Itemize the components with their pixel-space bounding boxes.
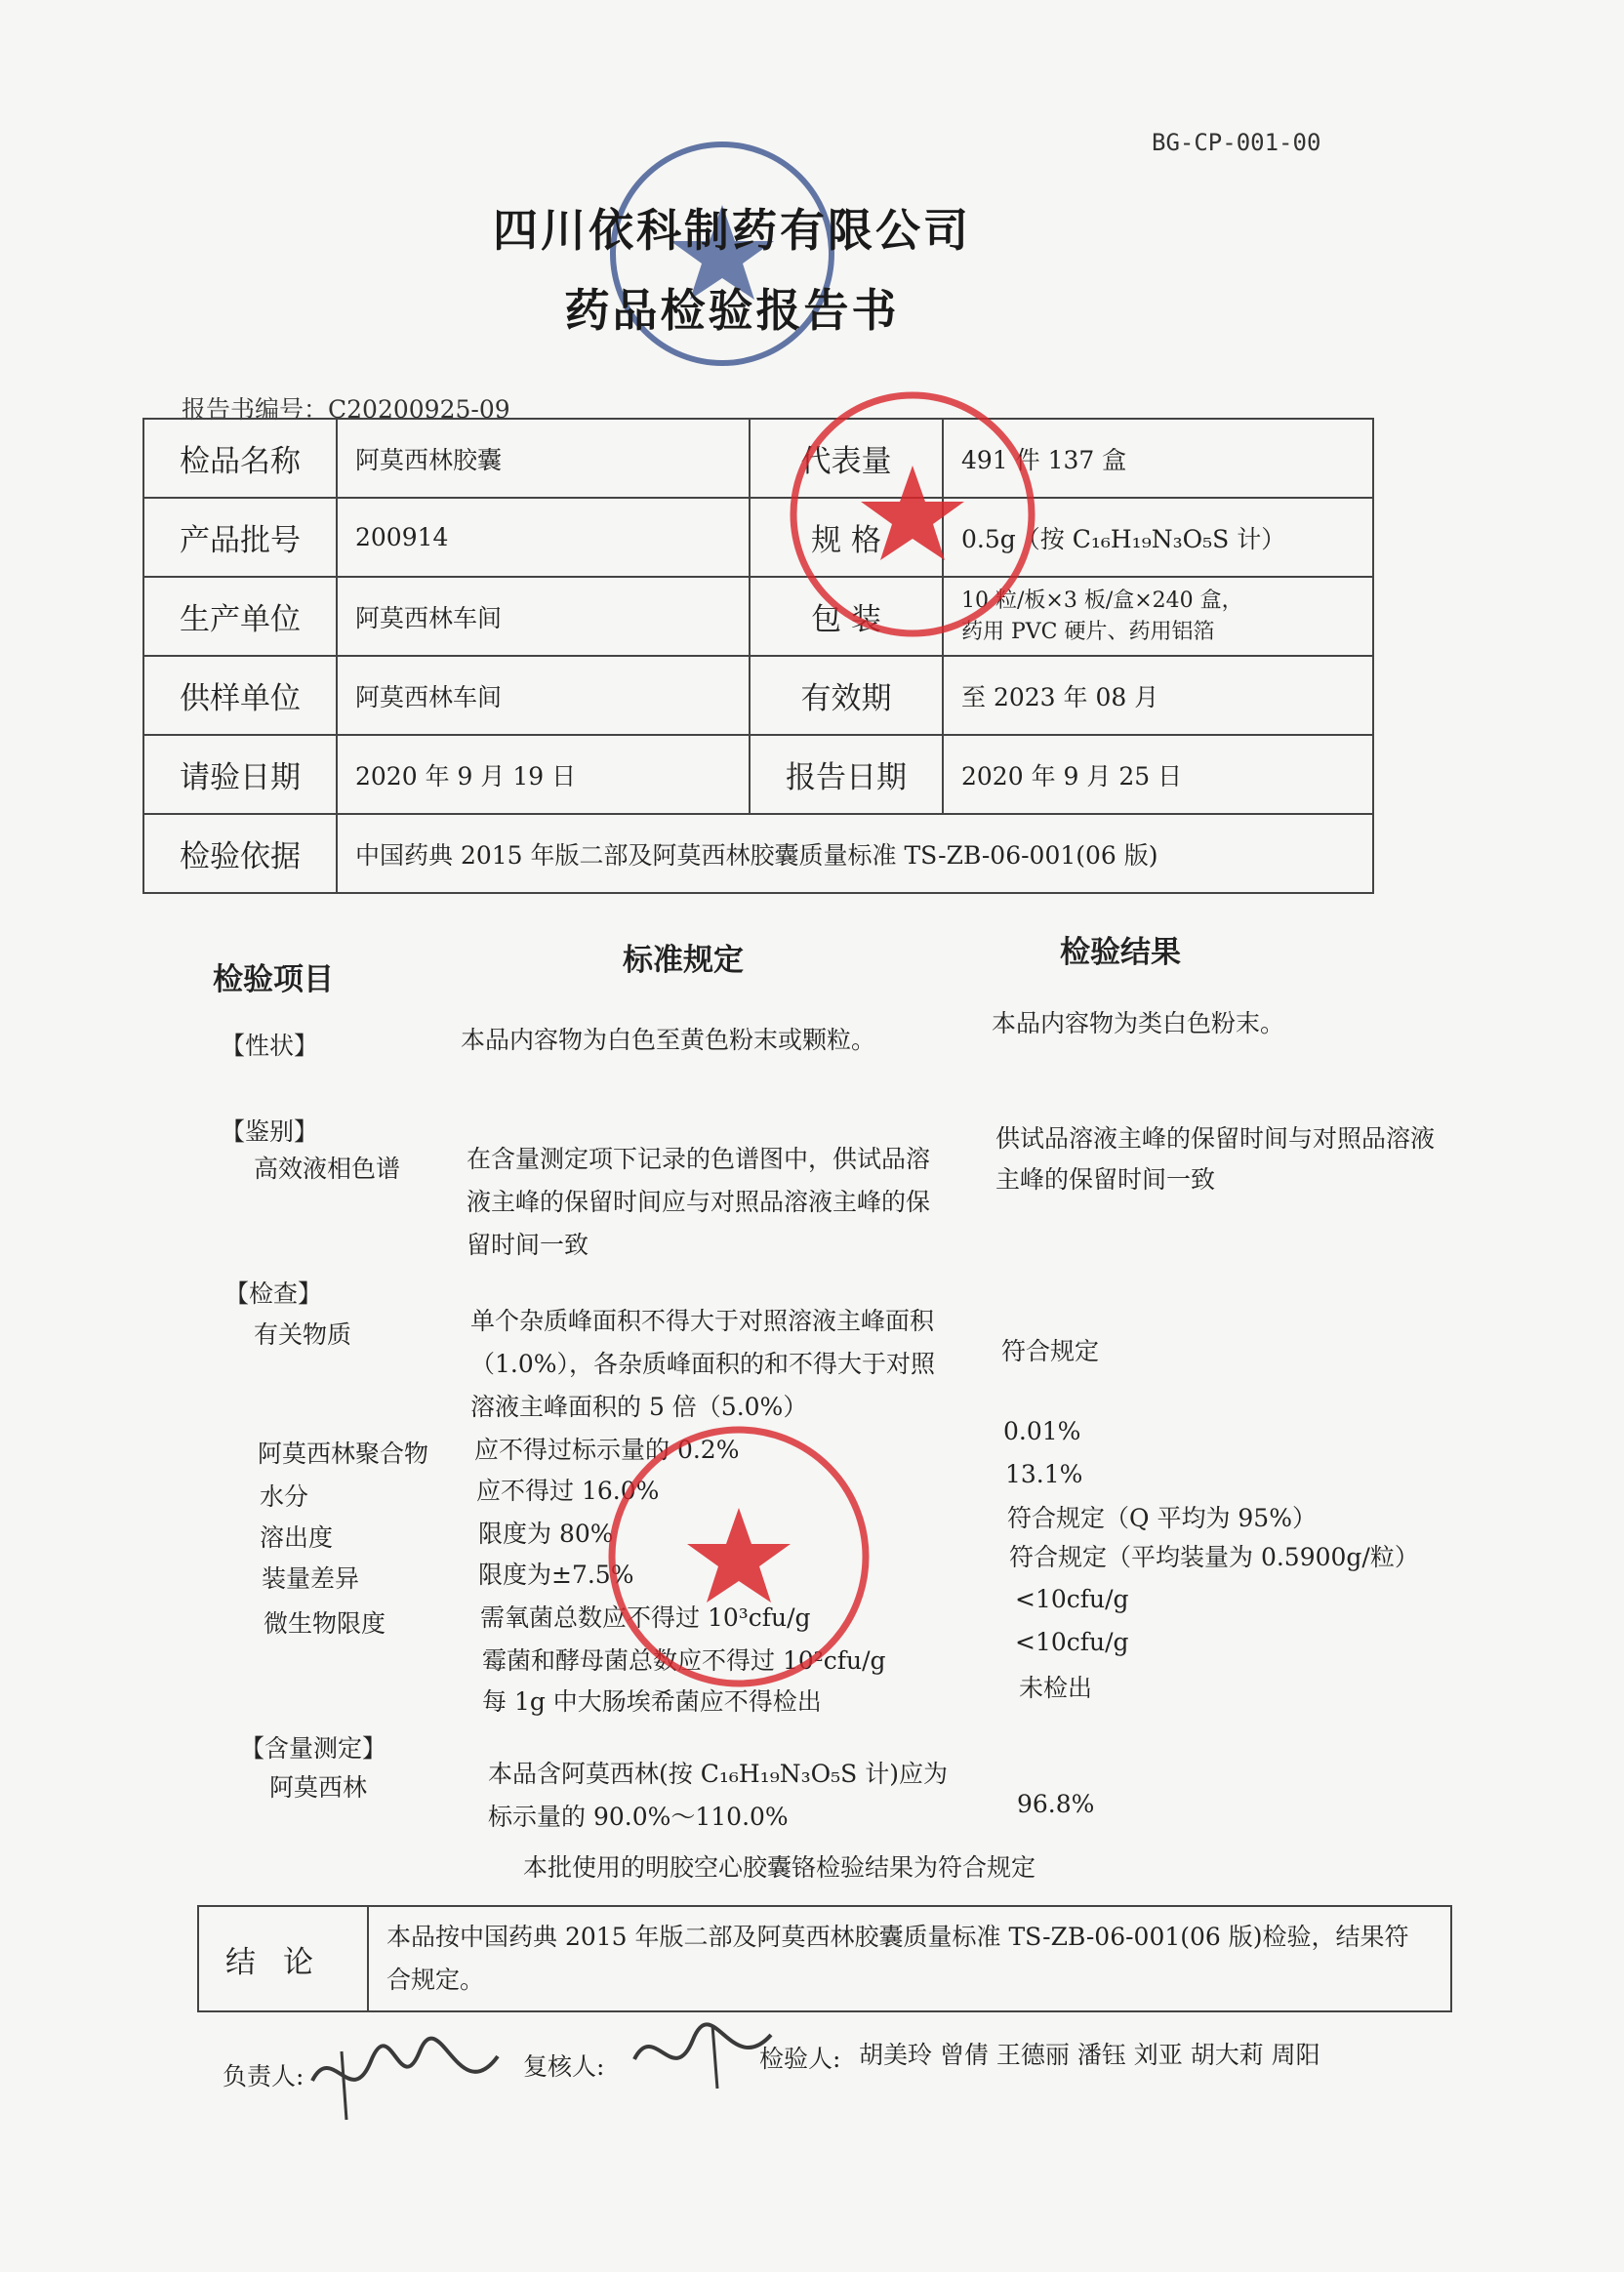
quantity-value: 491 件 137 盒: [943, 419, 1373, 498]
table-row: [143, 498, 1373, 577]
column-standard-header: 标准规定: [623, 943, 744, 978]
character-standard: 本品内容物为白色至黄色粉末或颗粒。: [461, 1026, 876, 1054]
report-number: 报告书编号：C20200925-09: [182, 395, 510, 424]
polymer-item: 阿莫西林聚合物: [258, 1440, 429, 1468]
report-date-value: 2020 年 9 月 25 日: [943, 735, 1373, 814]
table-row: [143, 419, 1373, 498]
sampler-label: 供样单位: [143, 656, 337, 735]
document-title: 药品检验报告书: [564, 284, 900, 337]
water-result: 13.1%: [1005, 1460, 1083, 1488]
spec-label: 规 格: [750, 498, 943, 577]
reviewer-label: 复核人:: [523, 2052, 605, 2081]
expiry-value: 至 2023 年 08 月: [943, 656, 1373, 735]
product-info-table: [142, 418, 1374, 894]
document-code: BG-CP-001-00: [1152, 129, 1321, 156]
polymer-standard: 应不得过标示量的 0.2%: [474, 1436, 740, 1464]
water-standard: 应不得过 16.0%: [476, 1477, 660, 1505]
package-label: 包 装: [750, 577, 943, 656]
inspector-label: 检验人:: [759, 2045, 841, 2073]
maker-label: 生产单位: [143, 577, 337, 656]
assay-standard-2: 标示量的 90.0%～110.0%: [488, 1803, 789, 1831]
assay-result: 96.8%: [1017, 1790, 1095, 1818]
dissolution-result: 符合规定（Q 平均为 95%）: [1007, 1504, 1317, 1532]
basis-value: 中国药典 2015 年版二部及阿莫西林胶囊质量标准 TS-ZB-06-001(06 版): [337, 814, 1373, 893]
conclusion-text: 本品按中国药典 2015 年版二部及阿莫西林胶囊质量标准 TS-ZB-06-001(06 版)检验，结果符合规定。: [368, 1906, 1451, 2011]
table-row: [198, 1906, 1451, 2011]
responsible-label: 负责人:: [223, 2062, 304, 2090]
red-pharmacy-seal: [597, 1415, 880, 1698]
hplc-standard: 在含量测定项下记录的色谱图中，供试品溶液主峰的保留时间应与对照品溶液主峰的保留时间一致: [467, 1145, 931, 1259]
microbial-item: 微生物限度: [264, 1609, 386, 1638]
dissolution-standard: 限度为 80%: [478, 1520, 614, 1548]
related-substances-standard: 单个杂质峰面积不得大于对照溶液主峰面积（1.0%），各杂质峰面积的和不得大于对照溶液主峰面积的 5 倍（5.0%）: [470, 1307, 936, 1421]
sampler-value: 阿莫西林车间: [337, 656, 750, 735]
expiry-label: 有效期: [750, 656, 943, 735]
table-row: [143, 656, 1373, 735]
fill-variance-standard: 限度为±7.5%: [478, 1561, 634, 1589]
basis-label: 检验依据: [143, 814, 337, 893]
batch-label: 产品批号: [143, 498, 337, 577]
microbial-result-1: <10cfu/g: [1015, 1585, 1129, 1613]
spec-value: 0.5g（按 C₁₆H₁₉N₃O₅S 计）: [943, 498, 1373, 577]
company-name: 四川依科制药有限公司: [493, 204, 971, 257]
table-row: [143, 577, 1373, 656]
table-row: [143, 814, 1373, 893]
fill-variance-item: 装量差异: [262, 1564, 360, 1593]
hplc-item: 高效液相色谱: [254, 1155, 401, 1183]
package-line-2: 药用 PVC 硬片、药用铝箔: [961, 619, 1215, 644]
table-row: [143, 735, 1373, 814]
section-character: 【性状】: [221, 1032, 319, 1060]
reviewer-signature: [625, 2010, 781, 2098]
assay-standard-1: 本品含阿莫西林(按 C₁₆H₁₉N₃O₅S 计)应为: [488, 1760, 948, 1788]
gelatin-capsule-note: 本批使用的明胶空心胶囊铬检验结果为符合规定: [523, 1853, 1036, 1882]
dissolution-item: 溶出度: [260, 1523, 334, 1552]
fill-variance-result: 符合规定（平均装量为 0.5900g/粒）: [1009, 1543, 1419, 1571]
related-substances-item: 有关物质: [254, 1320, 352, 1349]
red-company-seal: [781, 383, 1044, 646]
microbial-standard-2: 霉菌和酵母菌总数应不得过 10²cfu/g: [482, 1646, 886, 1675]
responsible-signature: [303, 2022, 517, 2130]
inspector-names: 胡美玲 曾倩 王德丽 潘钰 刘亚 胡大莉 周阳: [859, 2041, 1320, 2069]
related-substances-result: 符合规定: [1001, 1337, 1100, 1365]
microbial-result-3: 未检出: [1019, 1674, 1093, 1702]
product-name-label: 检品名称: [143, 419, 337, 498]
section-identification: 【鉴别】: [221, 1117, 319, 1146]
batch-value: 200914: [337, 498, 750, 577]
hplc-result: 供试品溶液主峰的保留时间与对照品溶液主峰的保留时间一致: [995, 1124, 1436, 1194]
column-item-header: 检验项目: [213, 962, 334, 997]
request-date-value: 2020 年 9 月 19 日: [337, 735, 750, 814]
water-item: 水分: [260, 1482, 309, 1511]
microbial-standard-1: 需氧菌总数应不得过 10³cfu/g: [480, 1603, 811, 1632]
microbial-result-2: <10cfu/g: [1015, 1628, 1129, 1656]
package-line-1: 10 粒/板×3 板/盒×240 盒，: [961, 588, 1243, 613]
microbial-standard-3: 每 1g 中大肠埃希菌应不得检出: [482, 1687, 822, 1716]
assay-item: 阿莫西林: [269, 1773, 368, 1802]
maker-value: 阿莫西林车间: [337, 577, 750, 656]
section-assay: 【含量测定】: [240, 1734, 387, 1763]
report-date-label: 报告日期: [750, 735, 943, 814]
product-name-value: 阿莫西林胶囊: [337, 419, 750, 498]
section-inspection: 【检查】: [224, 1279, 323, 1308]
polymer-result: 0.01%: [1003, 1417, 1081, 1445]
conclusion-label: 结论: [198, 1906, 368, 2011]
conclusion-table: [197, 1905, 1452, 2012]
quantity-label: 代表量: [750, 419, 943, 498]
request-date-label: 请验日期: [143, 735, 337, 814]
character-result: 本品内容物为类白色粉末。: [992, 1009, 1285, 1037]
column-result-header: 检验结果: [1060, 935, 1181, 970]
